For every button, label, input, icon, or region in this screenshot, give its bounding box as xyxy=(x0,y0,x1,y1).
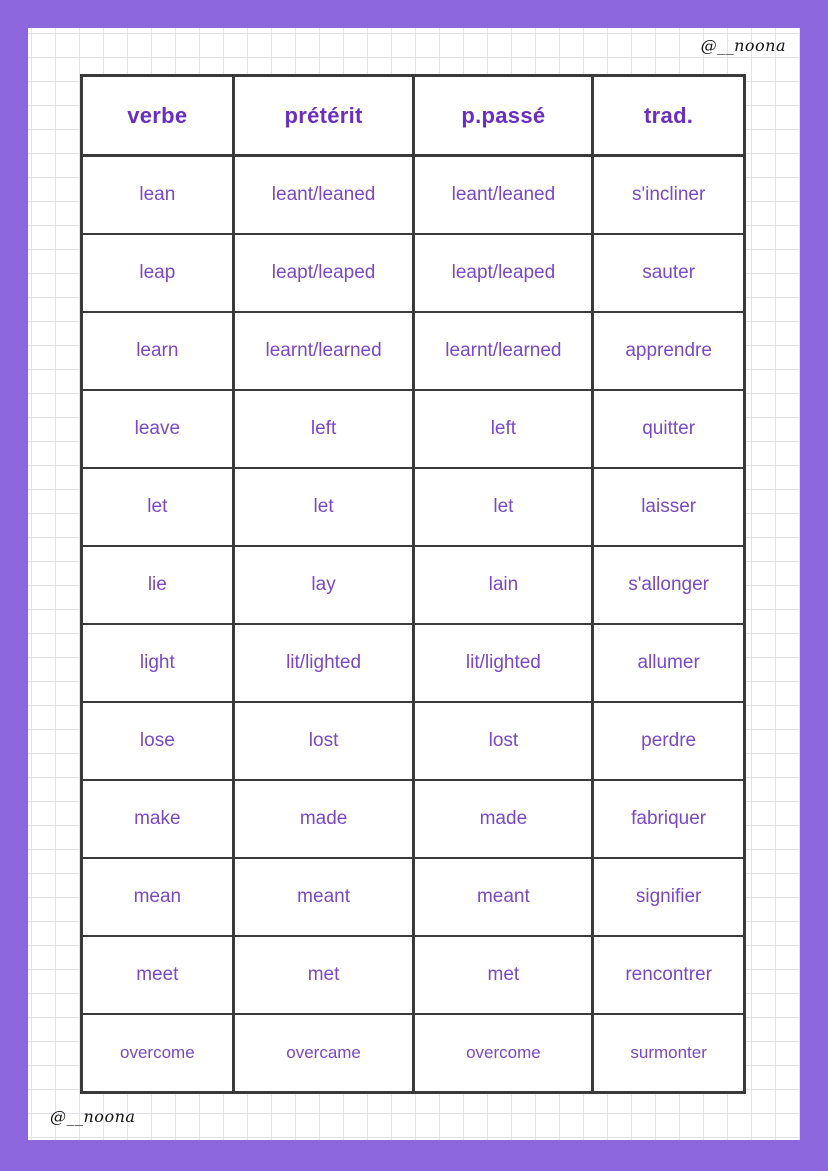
cell-preterit: learnt/learned xyxy=(233,312,414,390)
cell-translation: allumer xyxy=(593,624,745,702)
cell-translation: signifier xyxy=(593,858,745,936)
cell-preterit: lit/lighted xyxy=(233,624,414,702)
cell-verb: leave xyxy=(82,390,234,468)
cell-past-participle: let xyxy=(414,468,593,546)
cell-preterit: overcame xyxy=(233,1014,414,1093)
cell-verb: let xyxy=(82,468,234,546)
table-row xyxy=(82,234,745,312)
cell-translation: rencontrer xyxy=(593,936,745,1014)
cell-verb: learn xyxy=(82,312,234,390)
table-row xyxy=(82,702,745,780)
cell-past-participle: lit/lighted xyxy=(414,624,593,702)
table-header-row xyxy=(82,76,745,156)
cell-past-participle: left xyxy=(414,390,593,468)
cell-preterit: left xyxy=(233,390,414,468)
cell-verb: overcome xyxy=(82,1014,234,1093)
table-row xyxy=(82,936,745,1014)
cell-verb: meet xyxy=(82,936,234,1014)
cell-verb: light xyxy=(82,624,234,702)
header-translation: trad. xyxy=(593,76,745,156)
table-row xyxy=(82,780,745,858)
cell-translation: quitter xyxy=(593,390,745,468)
header-preterit: prétérit xyxy=(233,76,414,156)
cell-past-participle: made xyxy=(414,780,593,858)
cell-preterit: lay xyxy=(233,546,414,624)
cell-verb: lie xyxy=(82,546,234,624)
table-row xyxy=(82,546,745,624)
cell-preterit: lost xyxy=(233,702,414,780)
cell-past-participle: learnt/learned xyxy=(414,312,593,390)
cell-translation: apprendre xyxy=(593,312,745,390)
cell-past-participle: meant xyxy=(414,858,593,936)
table-row xyxy=(82,312,745,390)
author-handle-bottom: @__noona xyxy=(50,1107,136,1126)
cell-verb: mean xyxy=(82,858,234,936)
table-row xyxy=(82,390,745,468)
cell-translation: s'incliner xyxy=(593,156,745,235)
cell-preterit: made xyxy=(233,780,414,858)
table-row xyxy=(82,156,745,235)
cell-preterit: let xyxy=(233,468,414,546)
cell-verb: lose xyxy=(82,702,234,780)
cell-verb: leap xyxy=(82,234,234,312)
cell-verb: make xyxy=(82,780,234,858)
cell-past-participle: lost xyxy=(414,702,593,780)
cell-preterit: leapt/leaped xyxy=(233,234,414,312)
cell-translation: sauter xyxy=(593,234,745,312)
header-verbe: verbe xyxy=(82,76,234,156)
cell-translation: surmonter xyxy=(593,1014,745,1093)
cell-translation: s'allonger xyxy=(593,546,745,624)
header-past-participle: p.passé xyxy=(414,76,593,156)
irregular-verbs-table xyxy=(80,74,746,1094)
cell-past-participle: leant/leaned xyxy=(414,156,593,235)
cell-translation: laisser xyxy=(593,468,745,546)
cell-translation: fabriquer xyxy=(593,780,745,858)
cell-past-participle: lain xyxy=(414,546,593,624)
table-row xyxy=(82,858,745,936)
cell-past-participle: leapt/leaped xyxy=(414,234,593,312)
cell-past-participle: overcome xyxy=(414,1014,593,1093)
table-row xyxy=(82,624,745,702)
grid-paper-sheet xyxy=(28,28,800,1140)
cell-preterit: meant xyxy=(233,858,414,936)
cell-preterit: leant/leaned xyxy=(233,156,414,235)
table-row xyxy=(82,468,745,546)
cell-preterit: met xyxy=(233,936,414,1014)
cell-verb: lean xyxy=(82,156,234,235)
cell-translation: perdre xyxy=(593,702,745,780)
author-handle-top: @__noona xyxy=(700,36,786,55)
cell-past-participle: met xyxy=(414,936,593,1014)
table-row xyxy=(82,1014,745,1093)
